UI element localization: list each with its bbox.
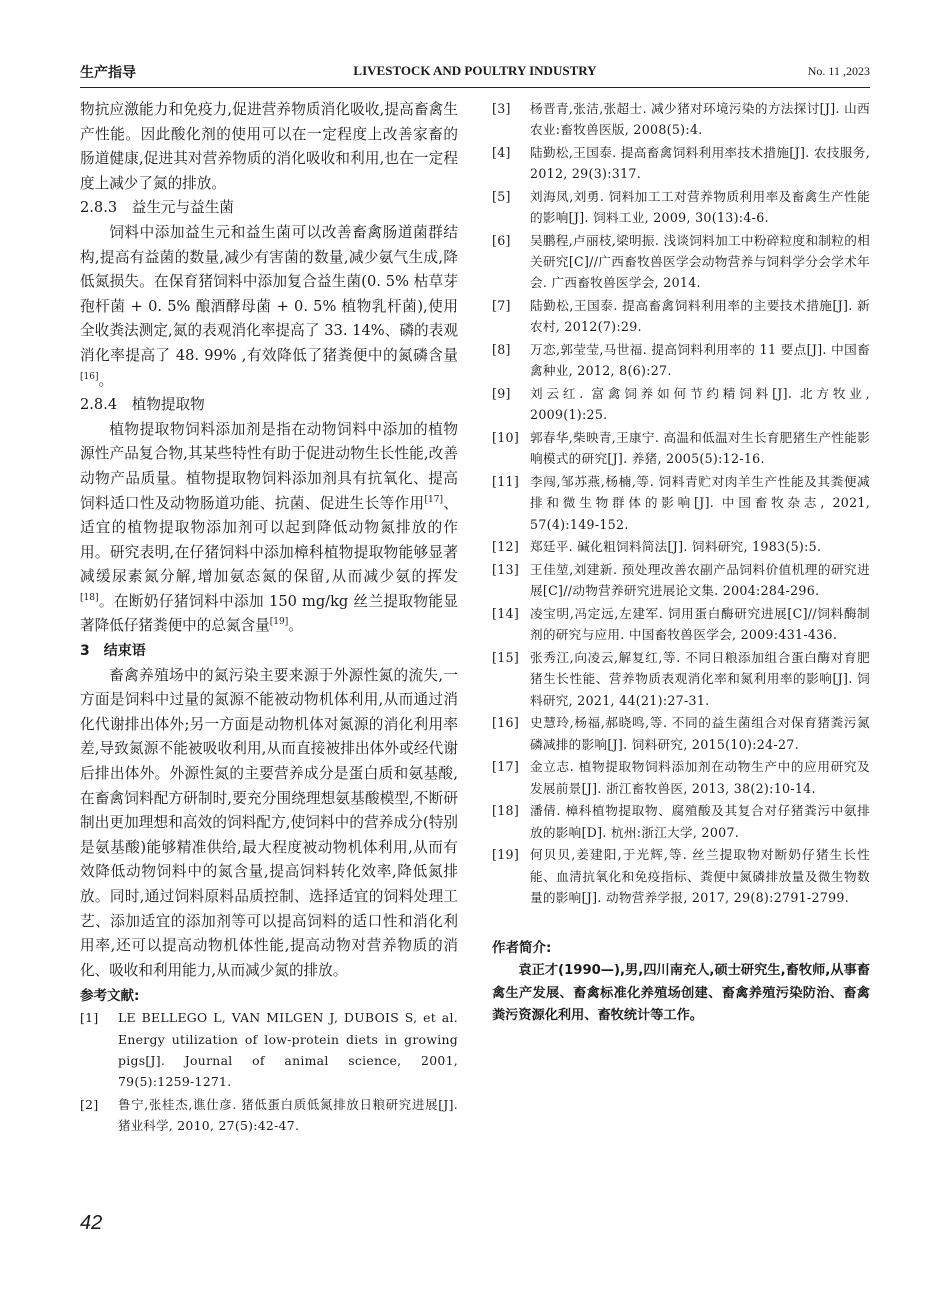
reference-text: 刘海凤,刘勇. 饲料加工工对营养物质利用率及畜禽生产性能的影响[J]. 饲料工业, 2009, 30(13):4-6. <box>530 189 870 226</box>
reference-text: 何贝贝,姜建阳,于光辉,等. 丝兰提取物对断奶仔猪生长性能、血清抗氧化和免疫指标、粪便中氮磷排放量及微生物数量的影响[J]. 动物营养学报, 2017, 29(8):2791-2799. <box>530 847 870 905</box>
reference-text: 凌宝明,冯定远,左建军. 饲用蛋白酶研究进展[C]//饲料酶制剂的研究与应用. 中国畜牧兽医学会, 2009:431-436. <box>530 606 870 643</box>
reference-number: [18] <box>492 803 520 819</box>
reference-item <box>492 383 870 425</box>
reference-item <box>492 186 870 228</box>
reference-text: 潘倩. 樟科植物提取物、腐殖酸及其复合对仔猪粪污中氨排放的影响[D]. 杭州:浙江大学, 2007. <box>530 803 870 840</box>
reference-item <box>492 844 870 908</box>
reference-number: [10] <box>492 430 520 446</box>
reference-number: [12] <box>492 539 520 555</box>
reference-text: 李闯,邹苏燕,杨楠,等. 饲料青贮对肉羊生产性能及其粪便减排和微生物群体的影响[J]. 中国畜牧杂志, 2021, 57(4):149-152. <box>530 474 870 532</box>
left-column <box>80 98 458 1138</box>
header-rule <box>80 87 870 88</box>
reference-item <box>492 230 870 294</box>
reference-text: 郭春华,柴映青,王康宁. 高温和低温对生长育肥猪生产性能影响模式的研究[J]. 养猪, 2005(5):12-16. <box>530 430 870 467</box>
reference-item <box>492 647 870 711</box>
right-column <box>492 98 870 1028</box>
reference-item <box>492 471 870 535</box>
references-heading: 参考文献: <box>80 988 140 1005</box>
reference-item <box>492 800 870 842</box>
reference-text: 陆勤松,王国泰. 提高畜禽饲料利用率技术措施[J]. 农技服务, 2012, 29(3):317. <box>530 145 870 182</box>
reference-item <box>492 98 870 140</box>
reference-item <box>492 712 870 754</box>
reference-number: [1] <box>80 1010 99 1026</box>
header-issue-number: No. 11 ,2023 <box>807 64 870 78</box>
reference-item <box>492 756 870 798</box>
reference-number: [16] <box>492 715 520 731</box>
reference-text: LE BELLEGO L, VAN MILGEN J, DUBOIS S, et al. Energy utilization of low-protein diets in growing pigs[J]. Journal of animal science, 2001, 79(5):1259-1271. <box>118 1010 458 1089</box>
reference-number: [17] <box>492 759 520 775</box>
citation-19[interactable]: [19] <box>269 617 289 628</box>
reference-text: 刘云红. 富禽饲养如何节约精饲料[J]. 北方牧业, 2009(1):25. <box>530 386 870 423</box>
section-heading-2-8-3: 2.8.3 益生元与益生菌 <box>80 199 234 217</box>
reference-number: [2] <box>80 1096 99 1112</box>
paragraph-plant-extracts: 植物提取物饲料添加剂是指在动物饲料中添加的植物源性产品复合物,其某些特性有助于促进动物生长性能,改善动物产品质量。植物提取物饲料添加剂具有抗氧化、提高饲料适口性及动物肠道功能、抗菌、促进生长等作用[17]、适宜的植物提取物添加剂可以起到降低动物氮排放的作用。研究表明,在仔猪饲料中添加樟科植物提取物能够显著减缓尿素氮分解,增加氨态氮的保留,从而减少氨的挥发[18]。在断奶仔猪饲料中添加 150 mg/kg 丝兰提取物能显著降低仔猪粪便中的总氮含量[19]。 <box>80 420 458 635</box>
reference-item <box>492 339 870 381</box>
reference-item <box>492 559 870 601</box>
header-section-label: 生产指导 <box>80 65 136 81</box>
reference-text: 郑廷平. 碱化粗饲料简法[J]. 饲料研究, 1983(5):5. <box>530 539 822 555</box>
reference-number: [5] <box>492 189 511 204</box>
reference-number: [11] <box>492 474 520 490</box>
reference-number: [19] <box>492 847 520 863</box>
reference-item <box>492 142 870 184</box>
reference-item <box>492 295 870 337</box>
reference-text: 万恋,郭莹莹,马世福. 提高饲料利用率的 11 要点[J]. 中国畜禽种业, 2012, 8(6):27. <box>530 342 870 379</box>
author-bio-heading: 作者简介: <box>492 940 552 957</box>
reference-text: 张秀江,向凌云,解复红,等. 不同日粮添加组合蛋白酶对育肥猪生长性能、营养物质表观消化率和氮利用率的影响[J]. 饲料研究, 2021, 44(21):27-31. <box>530 650 870 708</box>
citation-16[interactable]: [16] <box>80 371 99 382</box>
reference-item <box>492 603 870 645</box>
reference-item <box>80 1094 458 1136</box>
paragraph-conclusion: 畜禽养殖场中的氮污染主要来源于外源性氮的流失,一方面是饲料中过量的氮源不能被动物机体利用,从而通过消化代谢排出体外;另一方面是动物机体对氮源的消化利用率差,导致氮源不能被吸收利用,从而直接被排出体外或经代谢后排出体外。外源性氮的主要营养成分是蛋白质和氨基酸,在畜禽饲料配方研制时,要充分围绕理想氨基酸模型,不断研制出更加理想和高效的饲料配方,使饲料中的营养成分(特别是氨基酸)能够精准供给,最大程度被动物机体利用,从而有效降低动物饲料中的氮含量,提高饲料转化效率,降低氮排放。同时,通过饲料原料品质控制、选择适宜的饲料处理工艺、添加适宜的添加剂等可以提高饲料的适口性和消化利用率,还可以提高动物机体性能,提高动物对营养物质的消化、吸收和利用能力,从而减少氮的排放。 <box>80 666 458 979</box>
reference-text: 鲁宁,张桂杰,谯仕彦. 猪低蛋白质低氮排放日粮研究进展[J]. 猪业科学, 2010, 27(5):42-47. <box>118 1096 458 1133</box>
reference-item <box>492 427 870 469</box>
reference-text: 金立志. 植物提取物饲料添加剂在动物生产中的应用研究及发展前景[J]. 浙江畜牧兽医, 2013, 38(2):10-14. <box>530 759 870 796</box>
reference-number: [14] <box>492 606 520 622</box>
reference-item <box>80 1007 458 1092</box>
reference-text: 吴鹏程,卢丽枝,梁明振. 浅谈饲料加工中粉碎粒度和制粒的相关研究[C]//广西畜牧兽医学会动物营养与饲料学分会学术年会. 广西畜牧兽医学会, 2014. <box>530 233 870 291</box>
author-bio-text: 袁正才(1990—),男,四川南充人,硕士研究生,畜牧师,从事畜禽生产发展、畜禽标准化养殖场创建、畜禽养殖污染防治、畜禽粪污资源化利用、畜牧统计等工作。 <box>492 963 870 1024</box>
citation-17[interactable]: [17] <box>424 494 443 505</box>
section-heading-3-conclusion: 3 结束语 <box>80 643 146 660</box>
reference-number: [7] <box>492 298 511 314</box>
section-heading-2-8-4: 2.8.4 植物提取物 <box>80 396 205 414</box>
reference-number: [15] <box>492 650 520 666</box>
reference-number: [9] <box>492 386 511 402</box>
reference-text: 王佳堃,刘建新. 预处理改善农副产品饲料价值机理的研究进展[C]//动物营养研究进展论文集. 2004:284-296. <box>530 562 870 599</box>
page-number: 42 <box>80 1212 103 1234</box>
running-header <box>80 62 870 84</box>
paragraph-probiotics: 饲料中添加益生元和益生菌可以改善畜禽肠道菌群结构,提高有益菌的数量,减少有害菌的数量,减少氨气生成,降低氮损失。在保育猪饲料中添加复合益生菌(0. 5% 枯草芽孢杆菌 + 0. 5% 酿酒酵母菌 + 0. 5% 植物乳杆菌),使用全收粪法测定,氮的表观消化率提高了 33. 14%、磷的表观消化率提高了 48. 99% ,有效降低了猪粪便中的氮磷含量[16]。 <box>80 223 458 389</box>
citation-18[interactable]: [18] <box>80 593 99 604</box>
reference-number: [3] <box>492 101 511 116</box>
reference-item <box>492 536 870 557</box>
reference-text: 史慧玲,杨福,郝晓鸣,等. 不同的益生菌组合对保育猪粪污氮磷减排的影响[J]. 饲料研究, 2015(10):24-27. <box>530 715 870 752</box>
reference-number: [4] <box>492 145 511 160</box>
reference-number: [6] <box>492 233 511 248</box>
reference-number: [13] <box>492 562 520 578</box>
author-bio <box>492 936 870 1028</box>
reference-text: 杨晋青,张洁,张超士. 减少猪对环境污染的方法探讨[J]. 山西农业:畜牧兽医版, 2008(5):4. <box>530 101 870 138</box>
header-journal-title: LIVESTOCK AND POULTRY INDUSTRY <box>353 63 597 78</box>
paragraph-acidifier: 物抗应激能力和免疫力,促进营养物质消化吸收,提高畜禽生产性能。因此酸化剂的使用可以在一定程度上改善家畜的肠道健康,促进其对营养物质的消化吸收和利用,也在一定程度上减少了氮的排放。 <box>80 101 458 192</box>
reference-number: [8] <box>492 342 511 358</box>
reference-text: 陆勤松,王国泰. 提高畜禽饲料利用率的主要技术措施[J]. 新农村, 2012(7):29. <box>530 298 870 335</box>
